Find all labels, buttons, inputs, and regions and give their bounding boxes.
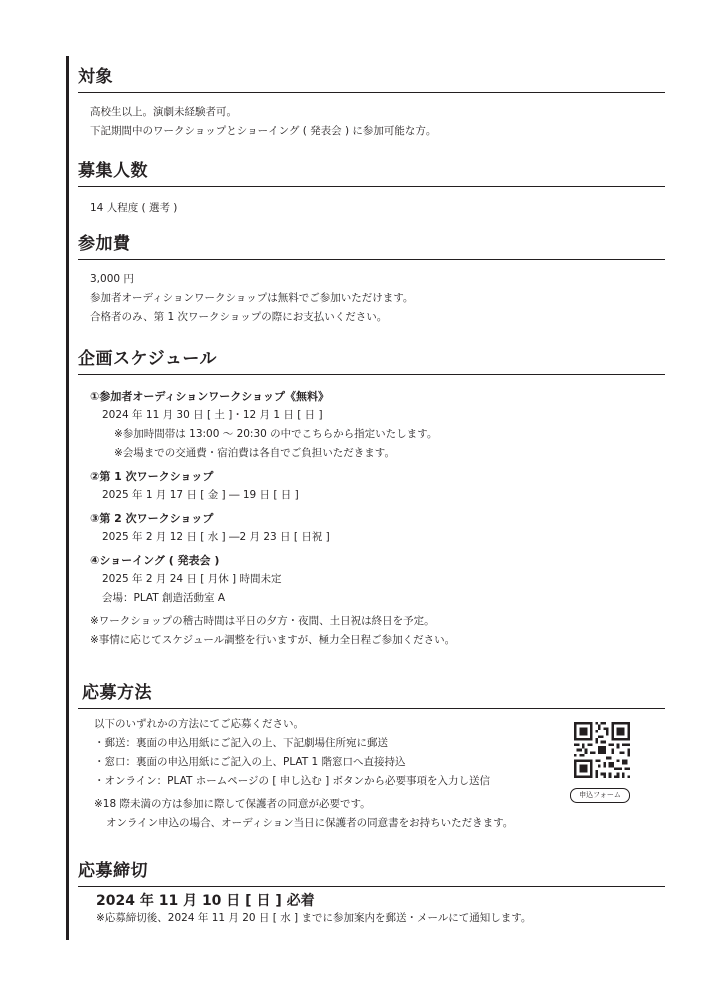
section-title: 対象 <box>78 66 665 93</box>
section-schedule <box>78 348 665 650</box>
section-title: 参加費 <box>78 233 665 260</box>
text-line: 高校生以上。演劇未経験者可。 <box>90 106 237 118</box>
schedule-item-title: ④ショーイング ( 発表会 ) <box>90 554 220 567</box>
schedule-item-date: 2025 年 1 月 17 日 [ 金 ] ― 19 日 [ 日 ] <box>102 489 299 501</box>
method-item: ・郵送：裏面の申込用紙にご記入の上、下記劇場住所宛に郵送 <box>94 737 388 749</box>
schedule-item-title: ②第 1 次ワークショップ <box>90 470 214 483</box>
left-accent-bar <box>66 56 69 940</box>
text-line: 3,000 円 <box>90 273 134 285</box>
schedule-item-date: 2025 年 2 月 12 日 [ 水 ] ―2 月 23 日 [ 日祝 ] <box>102 531 330 543</box>
text-line: 合格者のみ、第 1 次ワークショップの際にお支払いください。 <box>90 311 388 323</box>
schedule-item-date: 2025 年 2 月 24 日 [ 月休 ] 時間未定 <box>102 573 282 585</box>
section-capacity <box>78 160 665 218</box>
deadline-note: ※応募締切後、2024 年 11 月 20 日 [ 水 ] までに参加案内を郵送・メールにて通知します。 <box>96 912 532 924</box>
section-fee <box>78 233 665 327</box>
section-title: 企画スケジュール <box>78 348 665 375</box>
text-line: 下記期間中のワークショップとショーイング ( 発表会 ) に参加可能な方。 <box>90 125 437 137</box>
text-line: 14 人程度 ( 選考 ) <box>90 202 178 214</box>
text-line: 参加者オーディションワークショップは無料でご参加いただけます。 <box>90 292 414 304</box>
application-form-badge[interactable]: 申込フォーム <box>570 788 630 803</box>
section-deadline <box>78 860 665 928</box>
section-title: 応募方法 <box>78 682 665 709</box>
qr-code-icon[interactable] <box>574 722 630 778</box>
schedule-item-note: ※参加時間帯は 13:00 〜 20:30 の中でこちらから指定いたします。 <box>114 428 438 440</box>
method-item: ・オンライン：PLAT ホームページの [ 申し込む ] ボタンから必要事項を入力し送信 <box>94 775 491 787</box>
age-note: オンライン申込の場合、オーディション当日に保護者の同意書をお持ちいただきます。 <box>106 817 514 829</box>
method-item: ・窓口：裏面の申込用紙にご記入の上、PLAT 1 階窓口へ直接持込 <box>94 756 406 768</box>
section-target <box>78 66 665 141</box>
schedule-note: ※事情に応じてスケジュール調整を行いますが、極力全日程ご参加ください。 <box>90 634 456 646</box>
schedule-item-note: ※会場までの交通費・宿泊費は各自でご負担いただきます。 <box>114 447 395 459</box>
section-title: 募集人数 <box>78 160 665 187</box>
deadline-date: 2024 年 11 月 10 日 [ 日 ] 必着 <box>96 893 315 909</box>
schedule-note: ※ワークショップの稽古時間は平日の夕方・夜間、土日祝は終日を予定。 <box>90 615 435 627</box>
schedule-item-title: ③第 2 次ワークショップ <box>90 512 214 525</box>
schedule-item-title: ①参加者オーディションワークショップ《無料》 <box>90 390 329 403</box>
schedule-item-venue: 会場：PLAT 創造活動室 A <box>102 592 226 604</box>
section-title: 応募締切 <box>78 860 665 887</box>
age-note: ※18 際未満の方は参加に際して保護者の同意が必要です。 <box>94 798 371 810</box>
text-line: 以下のいずれかの方法にてご応募ください。 <box>94 718 304 730</box>
schedule-item-date: 2024 年 11 月 30 日 [ 土 ]・12 月 1 日 [ 日 ] <box>102 409 323 421</box>
